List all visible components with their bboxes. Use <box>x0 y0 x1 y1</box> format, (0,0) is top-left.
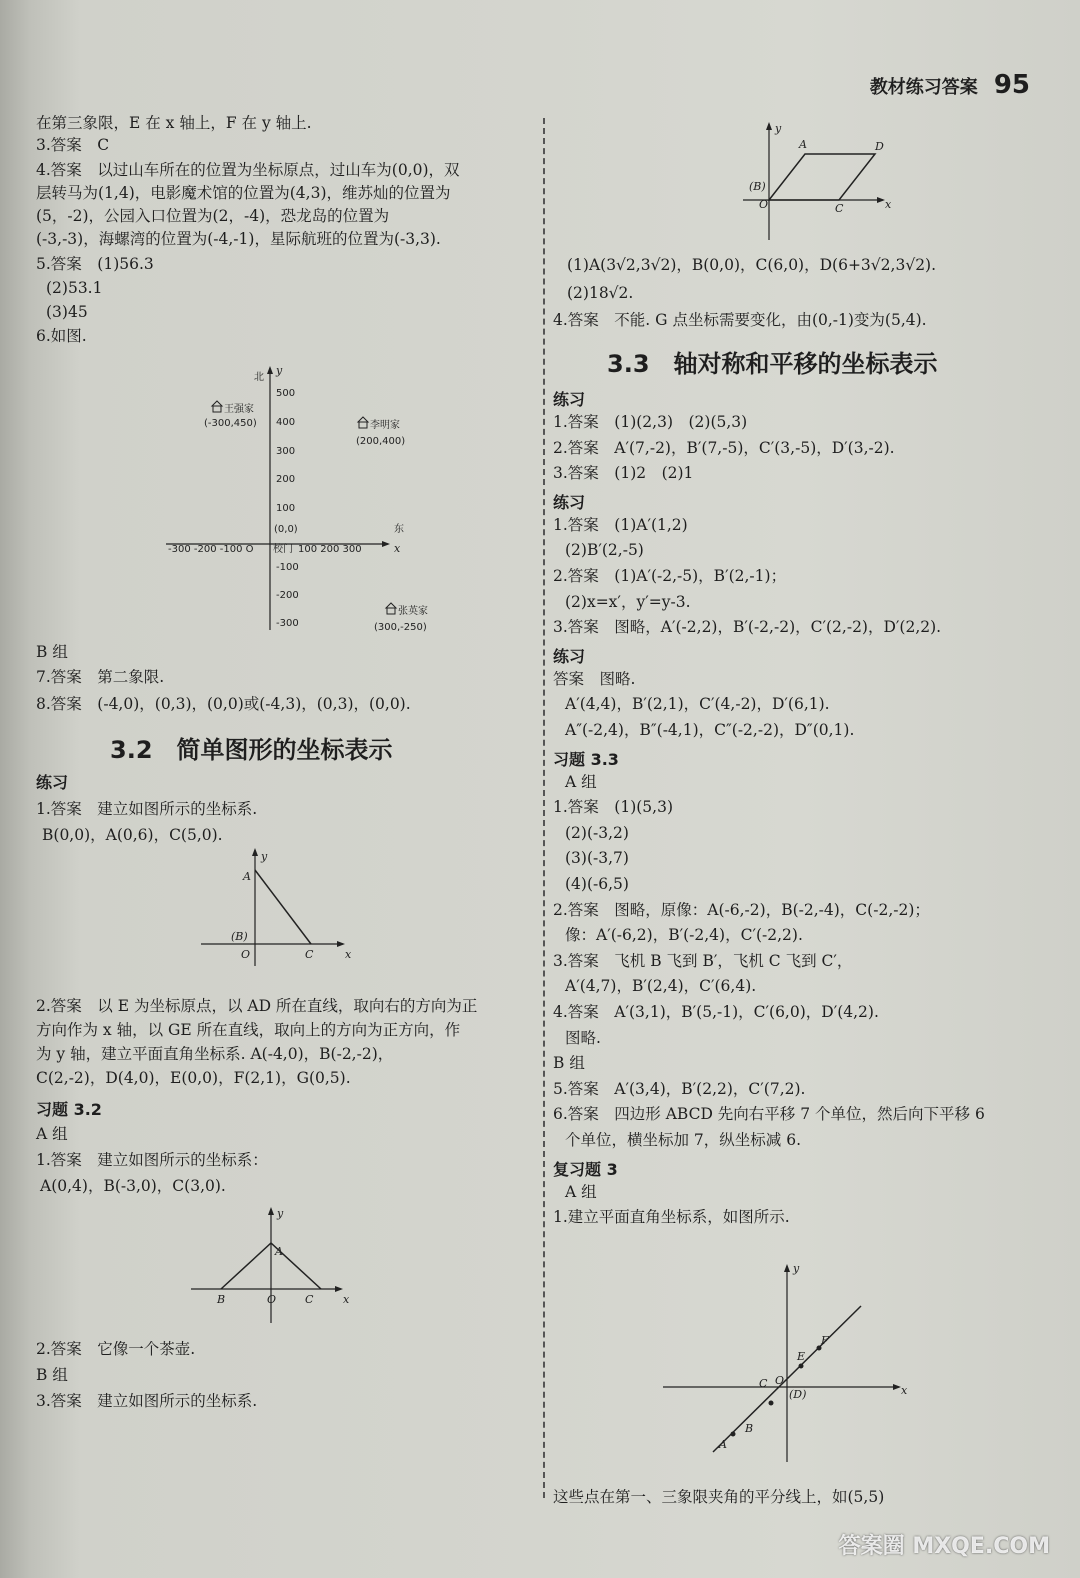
text-line: A′(4,7)，B′(2,4)，C′(6,4). <box>565 977 757 996</box>
x-axis-label: x <box>394 542 401 555</box>
line-through-origin-figure <box>663 1262 913 1462</box>
point-e: E <box>797 1350 806 1363</box>
text-line: (2)x=x′，y′=y-3. <box>565 592 691 611</box>
point-c: C <box>305 1293 314 1306</box>
x-label: x <box>343 1293 350 1306</box>
text-line: (2)B′(2,-5) <box>565 541 644 560</box>
y-tick: -100 <box>276 562 299 573</box>
origin-coord: (0,0) <box>274 524 298 535</box>
text-line: (5，-2)，公园入口位置为(2，-4)，恐龙岛的位置为 <box>36 207 390 225</box>
subsection-heading: 练习 <box>553 646 586 666</box>
text-line: 层转马为(1,4)，电影魔术馆的位置为(4,3)，维苏灿的位置为 <box>36 184 451 202</box>
origin: O <box>241 948 251 961</box>
origin: O <box>267 1293 277 1306</box>
north-label: 北 <box>254 372 264 383</box>
place-name: 张英家 <box>398 606 428 617</box>
text-line: 个单位，横坐标加 7，纵坐标减 6. <box>565 1131 802 1149</box>
point-a: A <box>275 1245 283 1258</box>
point-b: (B) <box>231 930 248 943</box>
text-line: (3)45 <box>46 303 88 321</box>
text-line: 3.答案 图略，A′(-2,2)，B′(-2,-2)，C′(2,-2)，D′(2,2). <box>553 618 942 637</box>
subsection-heading: 习题 3.3 <box>553 749 619 769</box>
text-line: A 组 <box>565 1182 597 1201</box>
text-line: 1.建立平面直角坐标系，如图所示. <box>553 1208 790 1227</box>
x-ticks-negative: -300 -200 -100 O <box>168 544 254 555</box>
text-line: A 组 <box>36 1125 68 1143</box>
text-line: 2.答案 A′(7,-2)，B′(7,-5)，C′(3,-5)，D′(3,-2). <box>553 438 895 457</box>
house-icon <box>358 417 368 428</box>
place-coord: (-300,450) <box>204 418 257 429</box>
x-label: x <box>345 948 352 961</box>
subsection-heading: 练习 <box>553 492 586 512</box>
text-line: 1.答案 建立如图所示的坐标系. <box>36 800 258 818</box>
point-a: A <box>719 1438 727 1451</box>
text-line: (-3,-3)，海螺湾的位置为(-4,-1)，星际航班的位置为(-3,3). <box>36 230 441 248</box>
text-line: 6.如图. <box>36 327 87 345</box>
point-b: B <box>745 1422 754 1435</box>
point-a: A <box>243 870 251 883</box>
place-name: 李明家 <box>370 420 400 431</box>
exercise-heading-3-2: 习题 3.2 <box>36 1100 102 1119</box>
y-tick: 100 <box>276 503 296 514</box>
header-title: 教材练习答案 <box>869 77 978 98</box>
place-coord: (300,-250) <box>374 622 427 633</box>
x-label: x <box>885 198 892 211</box>
text-line: B 组 <box>36 1366 68 1384</box>
house-icon <box>212 401 222 412</box>
text-line: 4.答案 以过山车所在的位置为坐标原点，过山车为(0,0)，双 <box>36 161 460 179</box>
y-label: y <box>277 1207 284 1220</box>
text-line: 3.答案 建立如图所示的坐标系. <box>36 1392 258 1410</box>
point-c: C <box>835 202 844 215</box>
page-header <box>870 70 1030 100</box>
text-line: 3.答案 (1)2 (2)1 <box>553 464 694 483</box>
text-line: (2)53.1 <box>46 279 103 297</box>
y-tick: -200 <box>276 590 299 601</box>
school-gate-label: 校门 <box>273 544 293 555</box>
point-f: F <box>821 1334 829 1347</box>
point-d: D <box>875 140 884 153</box>
text-line: A(0,4)，B(-3,0)，C(3,0). <box>40 1177 226 1195</box>
text-line: A″(-2,4)，B″(-4,1)，C″(-2,-2)，D″(0,1). <box>565 721 855 739</box>
east-label: 东 <box>394 524 404 535</box>
text-line: 1.答案 (1)(5,3) <box>553 798 673 817</box>
text-line: 7.答案 第二象限. <box>36 668 165 686</box>
y-label: y <box>261 850 268 863</box>
origin: O <box>759 198 769 211</box>
text-line: 这些点在第一、三象限夹角的平分线上，如(5,5) <box>553 1488 885 1506</box>
point-d: (D) <box>789 1388 807 1401</box>
y-tick: 300 <box>276 446 296 457</box>
section-title-3-2: 3.2 简单图形的坐标表示 <box>110 736 393 764</box>
text-line: (1)A(3√2,3√2)，B(0,0)，C(6,0)，D(6+3√2,3√2). <box>567 256 937 274</box>
point-c: C <box>305 948 314 961</box>
text-line: 图略. <box>565 1028 601 1047</box>
text-line: B 组 <box>553 1054 585 1073</box>
point-a: A <box>799 138 807 151</box>
subsection-heading: 复习题 3 <box>553 1159 618 1179</box>
point-b: B <box>217 1293 226 1306</box>
y-axis-label: y <box>276 364 283 377</box>
column-divider <box>543 118 545 1498</box>
text-line: 2.答案 以 E 为坐标原点，以 AD 所在直线，取向右的方向为正 <box>36 997 478 1015</box>
place-name: 王强家 <box>224 404 254 415</box>
text-line: 4.答案 A′(3,1)，B′(5,-1)，C′(6,0)，D′(4,2). <box>553 1003 879 1021</box>
y-label: y <box>775 122 782 135</box>
text-line: B 组 <box>36 643 68 661</box>
text-line: 3.答案 C <box>36 136 110 154</box>
section-title-3-3: 3.3 轴对称和平移的坐标表示 <box>607 350 938 378</box>
text-line: 1.答案 (1)A′(1,2) <box>553 515 688 534</box>
y-tick: -300 <box>276 618 299 629</box>
text-line: 8.答案 (-4,0)，(0,3)，(0,0)或(-4,3)，(0,3)，(0,0). <box>36 695 411 713</box>
text-line: B(0,0)，A(0,6)，C(5,0). <box>42 826 223 844</box>
place-coord: (200,400) <box>356 436 406 447</box>
text-line: 3.答案 飞机 B 飞到 B′，飞机 C 飞到 C′， <box>553 951 853 970</box>
page-number: 95 <box>993 70 1030 100</box>
text-line: 2.答案 (1)A′(-2,-5)，B′(2,-1)； <box>553 567 787 585</box>
text-line: 2.答案 它像一个茶壶. <box>36 1340 196 1358</box>
text-line: 6.答案 四边形 ABCD 先向右平移 7 个单位，然后向下平移 6 <box>553 1105 985 1124</box>
text-line: A 组 <box>565 772 597 791</box>
text-line: 方向作为 x 轴，以 GE 所在直线，取向上的方向为正方向，作 <box>36 1021 461 1039</box>
text-line: 答案 图略. <box>553 669 636 688</box>
subsection-heading: 练习 <box>553 390 586 409</box>
x-label: x <box>901 1384 908 1397</box>
origin: O <box>775 1374 785 1387</box>
y-label: y <box>793 1262 800 1275</box>
text-line: A′(4,4)，B′(2,1)，C′(4,-2)，D′(6,1). <box>565 695 830 714</box>
text-line: 4.答案 不能. G 点坐标需要变化，由(0,-1)变为(5,4). <box>553 311 927 329</box>
text-line: 2.答案 图略，原像：A(-6,-2)，B(-2,-4)，C(-2,-2)； <box>553 900 930 919</box>
text-line: 5.答案 (1)56.3 <box>36 255 154 273</box>
text-line: C(2,-2)，D(4,0)，E(0,0)，F(2,1)，G(0,5). <box>36 1069 351 1087</box>
point-b: (B) <box>749 180 766 193</box>
practice-heading: 练习 <box>36 773 69 792</box>
text-line: (3)(-3,7) <box>565 849 629 868</box>
text-line: (2)(-3,2) <box>565 823 629 842</box>
text-line: 为 y 轴，建立平面直角坐标系. A(-4,0)，B(-2,-2)， <box>36 1045 394 1063</box>
point-c: C <box>759 1377 768 1390</box>
text-line: 在第三象限，E 在 x 轴上，F 在 y 轴上. <box>36 114 312 132</box>
text-line: 像：A′(-6,2)，B′(-2,4)，C′(-2,2). <box>565 926 803 945</box>
y-tick: 400 <box>276 417 296 428</box>
text-line: 1.答案 (1)(2,3) (2)(5,3) <box>553 413 748 431</box>
y-tick: 500 <box>276 388 296 399</box>
text-line: 5.答案 A′(3,4)，B′(2,2)，C′(7,2). <box>553 1079 806 1098</box>
text-line: (2)18√2. <box>567 284 634 302</box>
x-ticks-positive: 100 200 300 <box>298 544 362 555</box>
y-tick: 200 <box>276 474 296 485</box>
parallelogram-figure <box>743 120 913 245</box>
map-coordinate-figure <box>166 360 426 640</box>
triangle-figure-1 <box>201 848 361 968</box>
text-line: (4)(-6,5) <box>565 875 629 893</box>
house-icon <box>386 603 396 614</box>
watermark: 答案圈 MXQE.COM <box>838 1534 1050 1559</box>
text-line: 1.答案 建立如图所示的坐标系： <box>36 1151 268 1169</box>
triangle-figure-2 <box>191 1205 361 1325</box>
